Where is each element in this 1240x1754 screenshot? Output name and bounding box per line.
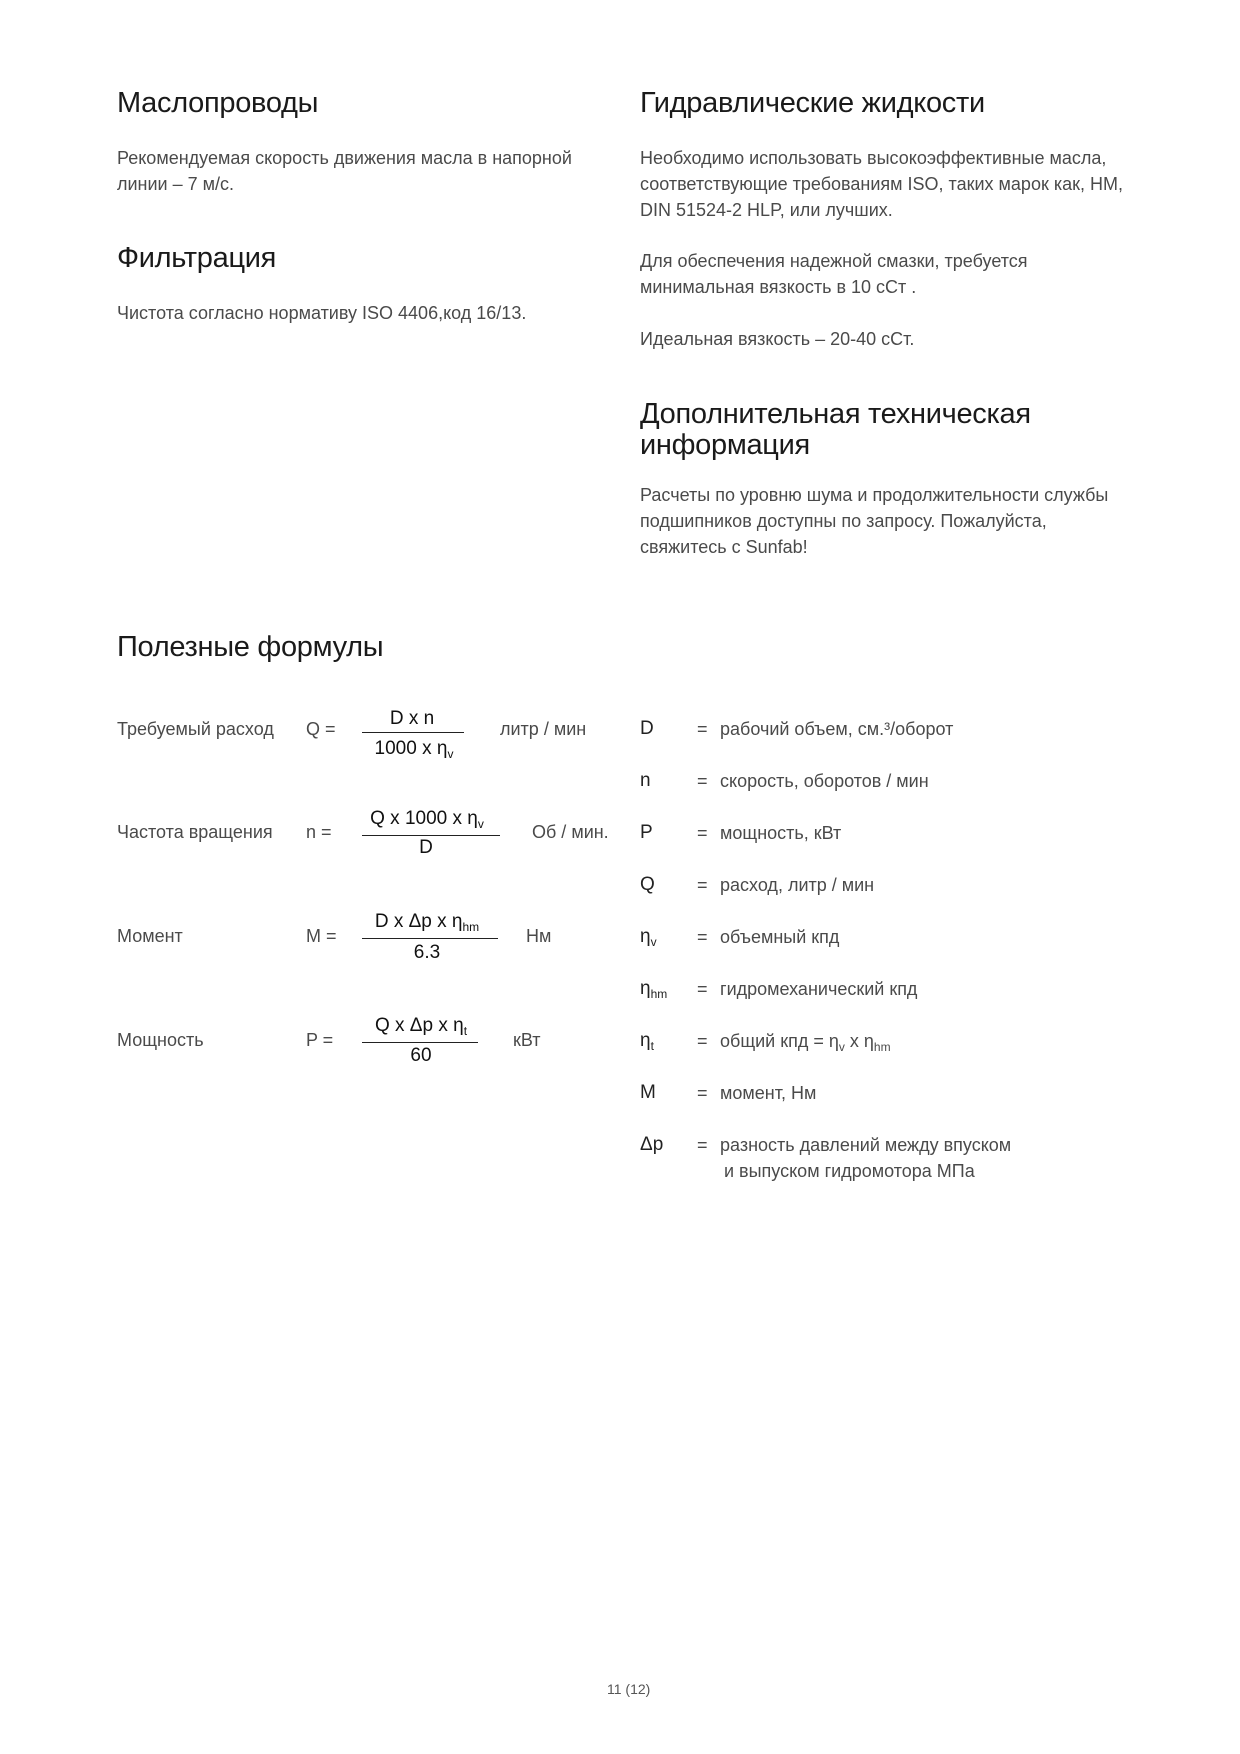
definition-text: разность давлений между впуском и выпуском гидромотора МПа <box>720 1135 1012 1181</box>
oil-lines-heading: Маслопроводы <box>117 87 319 119</box>
definition-text: гидромеханический кпд <box>720 979 918 999</box>
formulas-heading: Полезные формулы <box>117 631 384 663</box>
hydraulic-fluids-text-3: Идеальная вязкость – 20-40 сСт. <box>640 329 915 349</box>
definition-equals: = <box>697 875 708 895</box>
definition-text: общий кпд = $\eta_v$ x $\eta_{hm}$ <box>720 1031 891 1054</box>
definition-symbol: $\eta_v$ <box>640 926 657 949</box>
definition-text: мощность, кВт <box>720 823 842 843</box>
definition-equals: = <box>697 927 708 947</box>
fraction-line <box>362 1042 478 1043</box>
definition-text: момент, Нм <box>720 1083 817 1103</box>
formula-denominator-power: 60 <box>410 1045 432 1066</box>
formula-denominator-torque: 6.3 <box>413 942 441 963</box>
definition-equals: = <box>697 1031 708 1051</box>
definition-symbol: n <box>640 770 651 791</box>
definition-symbol: M <box>640 1082 656 1103</box>
definition-symbol: $\eta_{hm}$ <box>640 978 668 1001</box>
definition-equals: = <box>697 1135 708 1155</box>
definition-equals: = <box>697 1083 708 1103</box>
formula-label-speed: Частота вращения <box>117 822 273 842</box>
definition-equals: = <box>697 719 708 739</box>
definition-symbol: Δp <box>640 1134 664 1155</box>
formula-lhs-flow: Q = <box>306 719 336 739</box>
hydraulic-fluids-heading: Гидравлические жидкости <box>640 87 985 119</box>
definition-text: скорость, оборотов / мин <box>720 771 929 791</box>
definition-symbol: P <box>640 822 653 843</box>
formula-unit-flow: литр / мин <box>500 719 587 739</box>
formula-unit-torque: Нм <box>526 926 552 946</box>
formula-unit-power: кВт <box>513 1030 541 1050</box>
hydraulic-fluids-text-1: Необходимо использовать высокоэффективные масла, соответствующие требованиям ISO, таких марок как, HM, DIN 51524-2 HLP, или лучших. <box>640 148 1123 220</box>
formula-numerator-speed: Q x 1000 x $\eta_v$ <box>370 808 484 831</box>
fraction-line <box>362 938 498 939</box>
definition-text: объемный кпд <box>720 927 840 947</box>
formula-lhs-power: P = <box>306 1030 334 1050</box>
formula-label-power: Мощность <box>117 1030 204 1050</box>
filtration-heading: Фильтрация <box>117 242 277 274</box>
page-number: 11 (12) <box>607 1681 651 1697</box>
definition-symbol: Q <box>640 874 655 895</box>
formula-label-torque: Момент <box>117 926 183 946</box>
fraction-line <box>362 732 464 733</box>
formula-denominator-flow: 1000 x $\eta_v$ <box>374 738 454 761</box>
definition-equals: = <box>697 823 708 843</box>
definition-symbol: D <box>640 718 654 739</box>
definition-equals: = <box>697 979 708 999</box>
oil-lines-text: Рекомендуемая скорость движения масла в напорной линии – 7 м/с. <box>117 148 572 194</box>
formula-lhs-speed: n = <box>306 822 332 842</box>
formula-label-flow: Требуемый расход <box>117 719 274 739</box>
definition-text: расход, литр / мин <box>720 875 875 895</box>
extra-info-heading: Дополнительная техническая информация <box>640 398 1031 461</box>
hydraulic-fluids-text-2: Для обеспечения надежной смазки, требуется минимальная вязкость в 10 сСт . <box>640 251 1028 297</box>
formula-numerator-power: Q x Δp x $\eta_t$ <box>374 1015 468 1038</box>
formula-numerator-flow: D x n <box>389 708 435 729</box>
formula-unit-speed: Об / мин. <box>532 822 609 842</box>
formula-numerator-torque: D x Δp x $\eta_{hm}$ <box>374 911 480 934</box>
formula-denominator-speed: D <box>419 837 433 858</box>
fraction-line <box>362 835 500 836</box>
formula-lhs-torque: M = <box>306 926 337 946</box>
definition-text: рабочий объем, см.³/оборот <box>720 719 954 739</box>
definition-equals: = <box>697 771 708 791</box>
filtration-text: Чистота согласно нормативу ISO 4406,код 16/13. <box>117 303 527 323</box>
definition-symbol: $\eta_t$ <box>640 1030 654 1053</box>
extra-info-text: Расчеты по уровню шума и продолжительности службы подшипников доступны по запросу. Пожалуйста, свяжитесь с Sunfab! <box>640 485 1109 557</box>
